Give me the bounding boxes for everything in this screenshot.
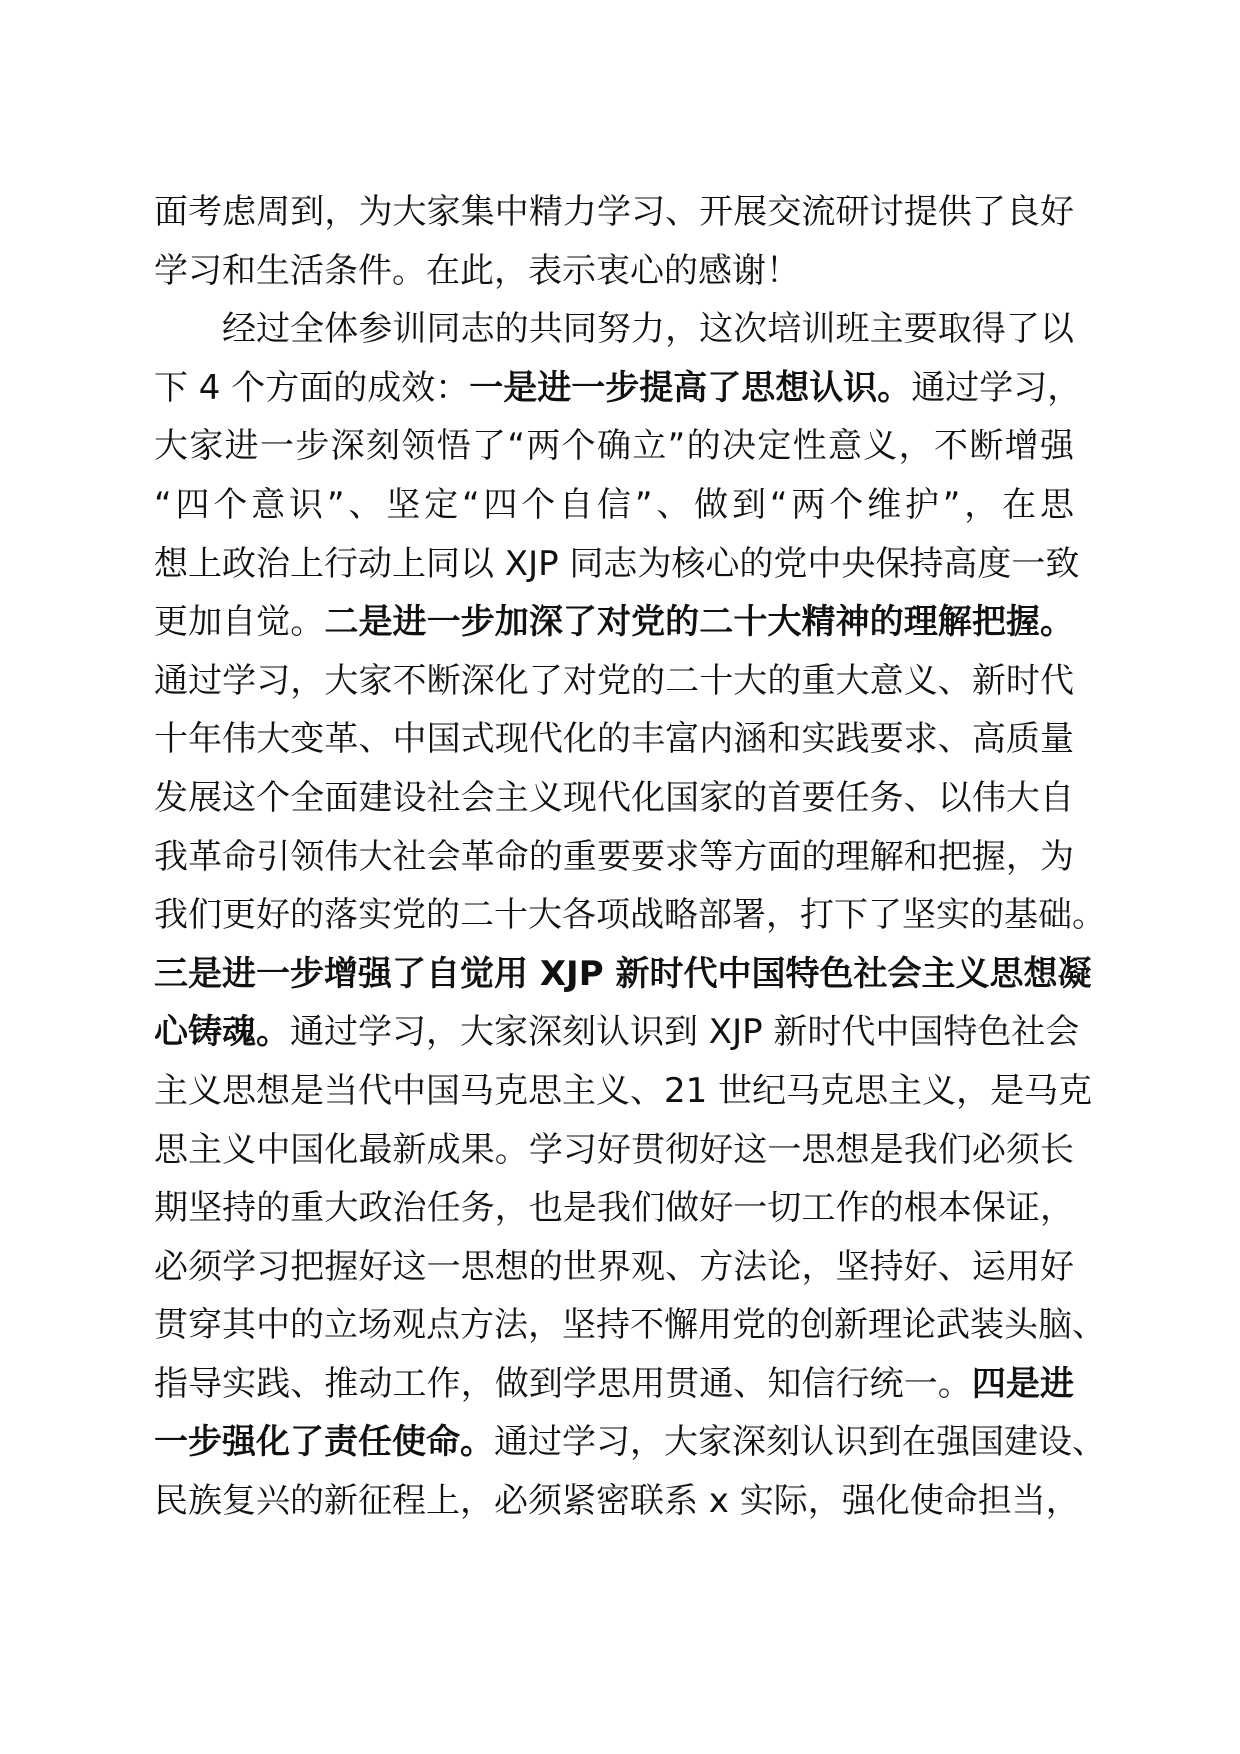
text-line bbox=[154, 242, 1074, 301]
text-run: 期坚持的重大政治任务，也是我们做好一切工作的根本保证， bbox=[154, 1188, 1074, 1229]
text-run: 发展这个全面建设社会主义现代化国家的首要任务、以伟大自 bbox=[154, 777, 1074, 818]
text-line bbox=[154, 945, 1092, 1004]
text-run: 通过学习，大家深刻认识到 XJP 新时代中国特色社会 bbox=[290, 1012, 1080, 1053]
text-line bbox=[154, 1355, 1074, 1414]
bold-heading-run: 二是进一步加深了对党的二十大精神的理解把握。 bbox=[324, 602, 1075, 643]
text-line bbox=[154, 886, 1106, 945]
bold-heading-run: 三是进一步增强了自觉用 XJP 新时代中国特色社会主义思想凝 bbox=[154, 953, 1092, 994]
text-line bbox=[154, 593, 1074, 652]
bold-heading-run: 四是进 bbox=[971, 1363, 1075, 1404]
text-run: 我们更好的落实党的二十大各项战略部署，打下了坚实的基础。 bbox=[154, 895, 1106, 936]
text-line bbox=[154, 1179, 1074, 1238]
text-run: 下 4 个方面的成效： bbox=[154, 367, 470, 408]
text-line bbox=[154, 535, 1080, 594]
text-line bbox=[154, 417, 1074, 476]
text-run: 更加自觉。 bbox=[154, 602, 325, 643]
text-run: 思主义中国化最新成果。学习好贯彻好这一思想是我们必须长 bbox=[154, 1129, 1074, 1170]
text-line bbox=[154, 359, 1082, 418]
text-line bbox=[154, 1296, 1106, 1355]
text-run: 通过学习，大家不断深化了对党的二十大的重大意义、新时代 bbox=[154, 660, 1074, 701]
text-line bbox=[154, 652, 1074, 711]
text-run: 民族复兴的新征程上，必须紧密联系 x 实际，强化使命担当， bbox=[154, 1481, 1080, 1522]
text-run: “四个意识”、坚定“四个自信”、做到“两个维护”，在思 bbox=[154, 484, 1074, 525]
text-run: 经过全体参训同志的共同努力，这次培训班主要取得了以 bbox=[222, 309, 1074, 350]
text-line bbox=[154, 710, 1074, 769]
text-run: 通过学习，大家深刻认识到在强国建设、 bbox=[494, 1422, 1106, 1463]
text-run: 想上政治上行动上同以 XJP 同志为核心的党中央保持高度一致 bbox=[154, 543, 1080, 584]
text-line bbox=[154, 1003, 1080, 1062]
text-run: 贯穿其中的立场观点方法，坚持不懈用党的创新理论武装头脑、 bbox=[154, 1305, 1106, 1346]
text-line bbox=[154, 828, 1074, 887]
paragraph-first-line bbox=[154, 300, 1074, 359]
text-line bbox=[154, 1062, 1093, 1121]
text-line bbox=[154, 1238, 1074, 1297]
text-run: 大家进一步深刻领悟了“两个确立”的决定性意义，不断增强 bbox=[154, 426, 1074, 467]
text-run: 十年伟大变革、中国式现代化的丰富内涵和实践要求、高质量 bbox=[154, 719, 1074, 760]
bold-heading-run: 一是进一步提高了思想认识。 bbox=[469, 367, 912, 408]
text-run: 主义思想是当代中国马克思主义、21 世纪马克思主义，是马克 bbox=[154, 1070, 1093, 1111]
text-run: 必须学习把握好这一思想的世界观、方法论，坚持好、运用好 bbox=[154, 1246, 1074, 1287]
bold-heading-run: 一步强化了责任使命。 bbox=[154, 1422, 494, 1463]
text-line bbox=[154, 476, 1074, 535]
text-run: 面考虑周到，为大家集中精力学习、开展交流研讨提供了良好 bbox=[154, 192, 1074, 232]
text-line bbox=[154, 1413, 1106, 1472]
text-line bbox=[154, 183, 1074, 242]
text-line bbox=[154, 769, 1074, 828]
text-line bbox=[154, 1472, 1080, 1531]
text-run: 我革命引领伟大社会革命的重要要求等方面的理解和把握，为 bbox=[154, 836, 1074, 877]
text-line bbox=[154, 1121, 1074, 1180]
bold-heading-run: 心铸魂。 bbox=[154, 1012, 290, 1053]
text-run: 指导实践、推动工作，做到学思用贯通、知信行统一。 bbox=[154, 1363, 972, 1404]
body-text bbox=[154, 183, 1106, 1531]
text-run: 学习和生活条件。在此，表示衷心的感谢！ bbox=[154, 250, 800, 291]
text-run: 通过学习， bbox=[911, 367, 1082, 408]
